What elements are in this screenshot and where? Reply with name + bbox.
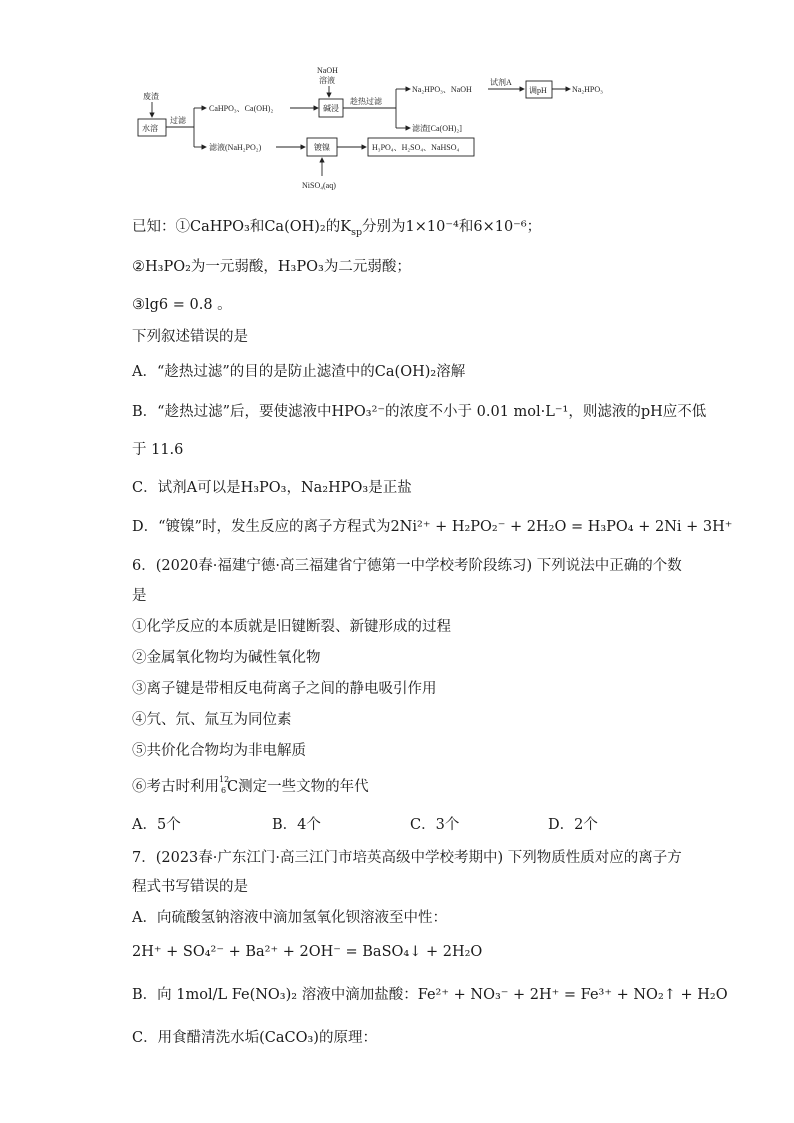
flow-label-shiji: 试剂A bbox=[490, 78, 512, 87]
q5-option-c: C．试剂A可以是H₃PO₃，Na₂HPO₃是正盐 bbox=[132, 480, 412, 496]
flow-label-lvzha: 滤渣[Ca(OH)₂] bbox=[412, 124, 462, 133]
q6-statement-3: ③离子键是带相反电荷离子之间的静电吸引作用 bbox=[132, 681, 437, 697]
q6-option-d: D．2个 bbox=[548, 817, 598, 833]
flow-label-niso4: NiSO₄(aq) bbox=[302, 181, 336, 190]
flow-label-ni-products: H₃PO₄、H₂SO₄、NaHSO₄ bbox=[372, 143, 460, 152]
flow-label-jianjin: 碱浸 bbox=[323, 104, 339, 113]
flow-label-rongye: 溶液 bbox=[319, 76, 335, 85]
flow-label-chenre: 趁热过滤 bbox=[350, 97, 382, 106]
flow-label-guolv: 过滤 bbox=[170, 116, 186, 125]
flow-label-feiza: 废渣 bbox=[143, 92, 159, 101]
ksp-subscript: sp bbox=[351, 226, 363, 238]
nuclide-atomic-number: 6 bbox=[221, 786, 227, 795]
q5-option-d: D．“镀镍”时，发生反应的离子方程式为2Ni²⁺ + H₂PO₂⁻ + 2H₂O = H₃PO₄ + 2Ni + 3H⁺ bbox=[132, 519, 733, 535]
q6-statement-2: ②金属氧化物均为碱性氧化物 bbox=[132, 650, 321, 666]
known-line-3: ③lg6 = 0.8 。 bbox=[132, 297, 232, 313]
q6-s6-suffix: 测定一些文物的年代 bbox=[238, 779, 369, 795]
q6-stem-line1: 6．(2020春·福建宁德·高三福建省宁德第一中学校考阶段练习) 下列说法中正确的个数 bbox=[132, 558, 682, 574]
q5-option-b-line2: 于 11.6 bbox=[132, 442, 184, 458]
flow-label-lvye: 滤液(NaH₂PO₂) bbox=[209, 143, 262, 152]
q6-option-c: C．3个 bbox=[410, 817, 460, 833]
known-1-text: 已知：①CaHPO₃和Ca(OH)₂的K bbox=[132, 219, 352, 235]
q6-statement-4: ④氕、氘、氚互为同位素 bbox=[132, 712, 292, 728]
q7-stem-line2: 程式书写错误的是 bbox=[132, 879, 248, 895]
q6-stem-line2: 是 bbox=[132, 588, 147, 604]
q6-statement-5: ⑤共价化合物均为非电解质 bbox=[132, 743, 306, 759]
q6-option-a: A．5个 bbox=[132, 817, 181, 833]
q7-stem-line1: 7．(2023春·广东江门·高三江门市培英高级中学校考期中) 下列物质性质对应的离子方 bbox=[132, 850, 682, 866]
q7-option-a-equation: 2H⁺ + SO₄²⁻ + Ba²⁺ + 2OH⁻ = BaSO₄↓ + 2H₂O bbox=[132, 944, 483, 960]
known-line-2: ②H₃PO₂为一元弱酸，H₃PO₃为二元弱酸； bbox=[132, 259, 411, 275]
flow-label-upper-product: CaHPO₃、Ca(OH)₂ bbox=[209, 104, 274, 113]
nuclide-notation bbox=[219, 775, 230, 795]
nuclide-symbol: C bbox=[227, 779, 239, 795]
q6-statement-6 bbox=[132, 777, 369, 797]
q5-stem: 下列叙述错误的是 bbox=[132, 329, 248, 345]
flow-label-final-product: Na₂HPO₃ bbox=[572, 85, 603, 94]
flow-label-tiaoph: 调pH bbox=[529, 86, 547, 95]
q6-s6-prefix: ⑥考古时利用 bbox=[132, 779, 219, 795]
q7-option-c: C．用食醋清洗水垢(CaCO₃)的原理： bbox=[132, 1030, 377, 1046]
q7-option-b: B．向 1mol/L Fe(NO₃)₂ 溶液中滴加盐酸：Fe²⁺ + NO₃⁻ + 2H⁺ = Fe³⁺ + NO₂↑ + H₂O bbox=[132, 987, 728, 1003]
nuclide-mass-number: 12 bbox=[219, 775, 230, 784]
q5-option-b-line1: B．“趁热过滤”后，要使滤液中HPO₃²⁻的浓度不小于 0.01 mol·L⁻¹，则滤液的pH应不低 bbox=[132, 404, 707, 420]
flow-label-naoh: NaOH bbox=[317, 66, 338, 75]
q6-option-b: B．4个 bbox=[272, 817, 321, 833]
q6-statement-1: ①化学反应的本质就是旧键断裂、新键形成的过程 bbox=[132, 619, 451, 635]
flow-label-dunie: 镀镍 bbox=[314, 143, 330, 152]
q7-option-a: A．向硫酸氢钠溶液中滴加氢氧化钡溶液至中性： bbox=[132, 910, 447, 926]
known-line-1 bbox=[132, 217, 541, 237]
flow-label-shuirong: 水溶 bbox=[142, 124, 158, 133]
process-flowchart bbox=[130, 62, 650, 192]
flow-label-filtrate-top: Na₂HPO₃、NaOH bbox=[412, 85, 472, 94]
q5-option-a: A．“趁热过滤”的目的是防止滤渣中的Ca(OH)₂溶解 bbox=[132, 364, 466, 380]
known-1-tail: 分别为1×10⁻⁴和6×10⁻⁶； bbox=[362, 219, 542, 235]
